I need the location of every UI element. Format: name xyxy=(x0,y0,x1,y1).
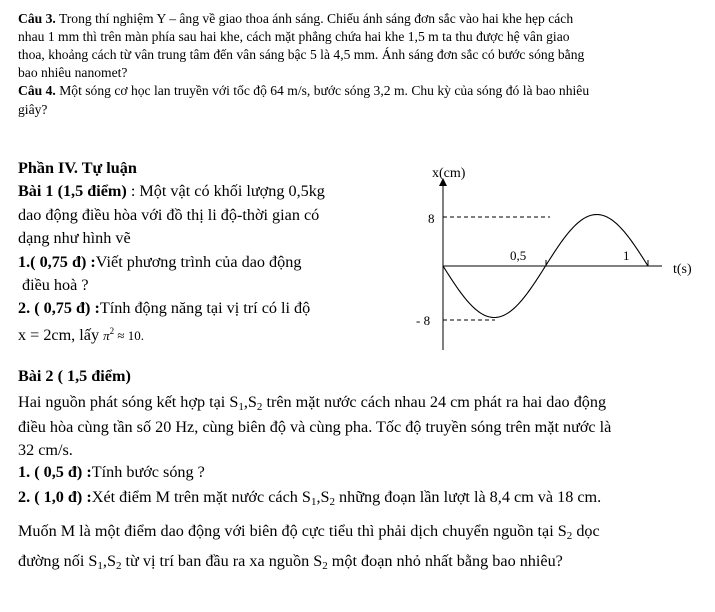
phan4-title: Phần IV. Tự luận xyxy=(18,159,137,177)
s1: $S_1$ xyxy=(229,393,244,413)
bai2-q1-line: 1. ( 0,5 đ) :Tính bước sóng ? xyxy=(18,463,205,481)
bai2-line-6: Muốn M là một điểm dao động với biên độ cực tiểu thì phải dịch chuyển nguồn tại $S_2$ dọc xyxy=(18,522,600,542)
bai1-label: Bài 1 (1,5 điểm) xyxy=(18,182,127,200)
bai2-line-2: điều hòa cùng tần số 20 Hz, cùng biên độ và cùng pha. Tốc độ truyền sóng trên mặt nước là xyxy=(18,418,612,436)
bai1-q2-line: 2. ( 0,75 đ) :Tính động năng tại vị trí có li độ xyxy=(18,299,311,317)
s1: $S_1$ xyxy=(88,552,103,572)
oscillation-graph xyxy=(390,160,710,355)
s1: $S_1$ xyxy=(301,488,317,508)
bai2-q2-label: 2. ( 1,0 đ) : xyxy=(18,488,92,506)
tick-label-half: 0,5 xyxy=(510,248,527,263)
bai2-q2-line: 2. ( 1,0 đ) :Xét điểm M trên mặt nước cách $S_1,S_2$ những đoạn lần lượt là 8,4 cm và 18 cm. xyxy=(18,488,602,508)
bai2-line-3: 32 cm/s. xyxy=(18,441,73,459)
pi-symbol: π xyxy=(103,328,110,343)
bai1-q2-line-2: x = 2cm, lấy $\pi^2 \approx 10$. xyxy=(18,326,145,344)
bai1-q1-label: 1.( 0,75 đ) : xyxy=(18,253,96,271)
bai2-label: Bài 2 ( 1,5 điểm) xyxy=(18,367,131,385)
cau4-line-1: Câu 4. Một sóng cơ học lan truyền với tốc độ 64 m/s, bước sóng 3,2 m. Chu kỳ của sóng đó là bao nhiêu xyxy=(18,83,590,98)
cau3-line-3: thoa, khoảng cách từ vân trung tâm đến vân sáng bậc 5 là 4,5 mm. Ánh sáng đơn sắc có bước sóng bằng xyxy=(18,47,585,62)
cau3-line-2: nhau 1 mm thì trên màn phía sau hai khe, cách mặt phẳng chứa hai khe 1,5 m ta thu được hệ vân giao xyxy=(18,29,570,44)
bai2-line-7: đường nối $S_1,S_2$ từ vị trí ban đầu ra xa nguồn $S_2$ một đoạn nhỏ nhất bằng bao nhiêu? xyxy=(18,552,563,572)
bai2-q1-label: 1. ( 0,5 đ) : xyxy=(18,463,92,481)
s2: $S_2$ xyxy=(557,522,573,542)
cau4-line-2: giây? xyxy=(18,102,48,117)
bai1-q1-line: 1.( 0,75 đ) :Viết phương trình của dao động xyxy=(18,253,302,271)
s2: $S_2$ xyxy=(106,552,122,572)
bai1-line-3: dạng như hình vẽ xyxy=(18,229,131,247)
tick-label-one: 1 xyxy=(623,248,630,263)
s2: $S_2$ xyxy=(320,488,335,508)
tick-label-8: 8 xyxy=(428,211,435,226)
x-axis-label: t(s) xyxy=(673,262,692,277)
bai2-line-1: Hai nguồn phát sóng kết hợp tại $S_1,S_2$ trên mặt nước cách nhau 24 cm phát ra hai dao động xyxy=(18,393,607,413)
bai1-q2-label: 2. ( 0,75 đ) : xyxy=(18,299,100,317)
tick-label-neg8: - 8 xyxy=(416,313,431,328)
cau3-line-1: Câu 3. Trong thí nghiệm Y – âng về giao thoa ánh sáng. Chiếu ánh sáng đơn sắc vào hai khe hẹp cách xyxy=(18,11,574,26)
cau4-label: Câu 4. xyxy=(18,83,56,98)
y-axis-label: x(cm) xyxy=(432,166,466,181)
s2: $S_2$ xyxy=(313,552,328,572)
bai1-q1-line-2: điều hoà ? xyxy=(22,276,89,294)
bai1-line-2: dao động điều hòa với đồ thị li độ-thời gian có xyxy=(18,206,320,224)
cau3-label: Câu 3. xyxy=(18,11,56,26)
s2: $S_2$ xyxy=(247,393,263,413)
bai1-line-1: Bài 1 (1,5 điểm) : Một vật có khối lượng 0,5kg xyxy=(18,182,325,200)
cau3-line-4: bao nhiêu nanomet? xyxy=(18,65,128,80)
